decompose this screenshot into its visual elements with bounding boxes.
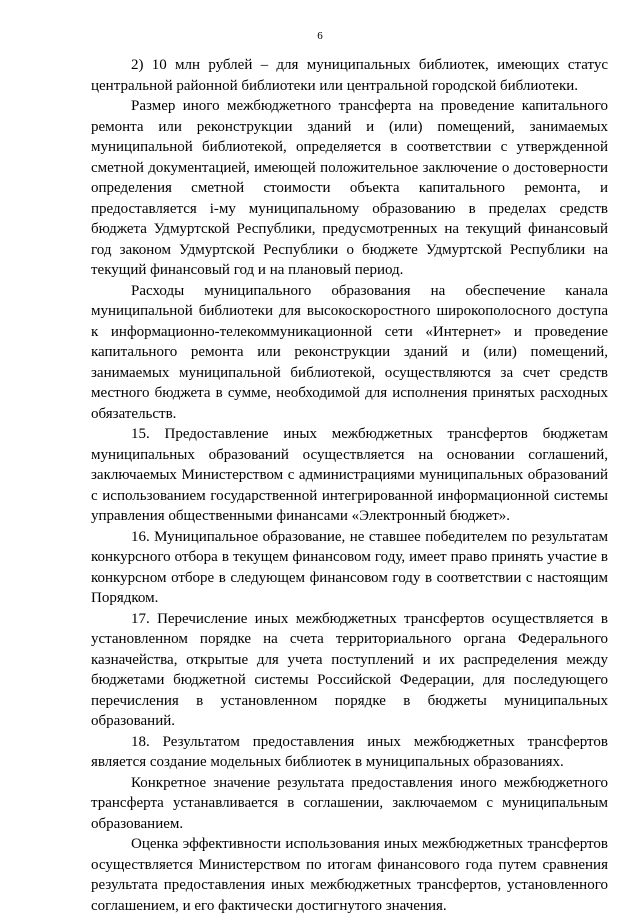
paragraph-result-value: Конкретное значение результата предоставления иного межбюджетного трансферта устанавливается в соглашении, заключаемом с муниципальным образованием. — [91, 774, 608, 832]
paragraph-transfer-size: Размер иного межбюджетного трансферта на проведение капитального ремонта или реконструкции зданий и (или) помещений, занимаемых муниципальной библиотекой, определяется в соответствии с утвержденной сметной документацией, имеющей положительное заключение о достоверности определения сметной стоимости объекта капитального ремонта, и предоставляется i-му муниципальному образованию в пределах средств бюджета Удмуртской Республики, предусмотренных на текущий финансовый год законом Удмуртской Республики о бюджете Удмуртской Республики на текущий финансовый год и на плановый период. — [91, 98, 608, 278]
paragraph-15: 15. Предоставление иных межбюджетных трансфертов бюджетам муниципальных образований осуществляется на основании соглашений, заключаемых Министерством с администрациями муниципальных образований с использованием государственной интегрированной информационной системы управления общественными финансами «Электронный бюджет». — [91, 426, 608, 524]
paragraph-expenses: Расходы муниципального образования на обеспечение канала муниципальной библиотеки для высокоскоростного широкополосного доступа к информационно-телекоммуникационной сети «Интернет» и проведение капитального ремонта или реконструкции зданий и (или) помещений, занимаемых муниципальной библиотекой, осуществляются за счет средств местного бюджета в сумме, необходимой для исполнения принятых расходных обязательств. — [91, 282, 608, 422]
page-number: 6 — [317, 30, 323, 42]
document-body — [91, 55, 608, 916]
paragraph-efficiency: Оценка эффективности использования иных межбюджетных трансфертов осуществляется Министерством по итогам финансового года путем сравнения результата предоставления иных межбюджетных трансфертов, установленного соглашением, и его фактически достигнутого значения. — [91, 836, 608, 914]
paragraph-17: 17. Перечисление иных межбюджетных трансфертов осуществляется в установленном порядке на счета территориального органа Федерального казначейства, открытые для учета поступлений и их распределения между бюджетами бюджетной системы Российской Федерации, для последующего перечисления в установленном порядке в бюджеты муниципальных образований. — [91, 610, 608, 729]
paragraph-item-2-amount: 2) 10 млн рублей – для муниципальных библиотек, имеющих статус центральной районной библиотеки или центральной городской библиотеки. — [91, 57, 608, 94]
paragraph-18: 18. Результатом предоставления иных межбюджетных трансфертов является создание модельных библиотек в муниципальных образованиях. — [91, 733, 608, 770]
paragraph-16: 16. Муниципальное образование, не ставшее победителем по результатам конкурсного отбора в текущем финансовом году, имеет право принять участие в конкурсном отборе в следующем финансовом году в соответствии с настоящим Порядком. — [91, 528, 608, 606]
